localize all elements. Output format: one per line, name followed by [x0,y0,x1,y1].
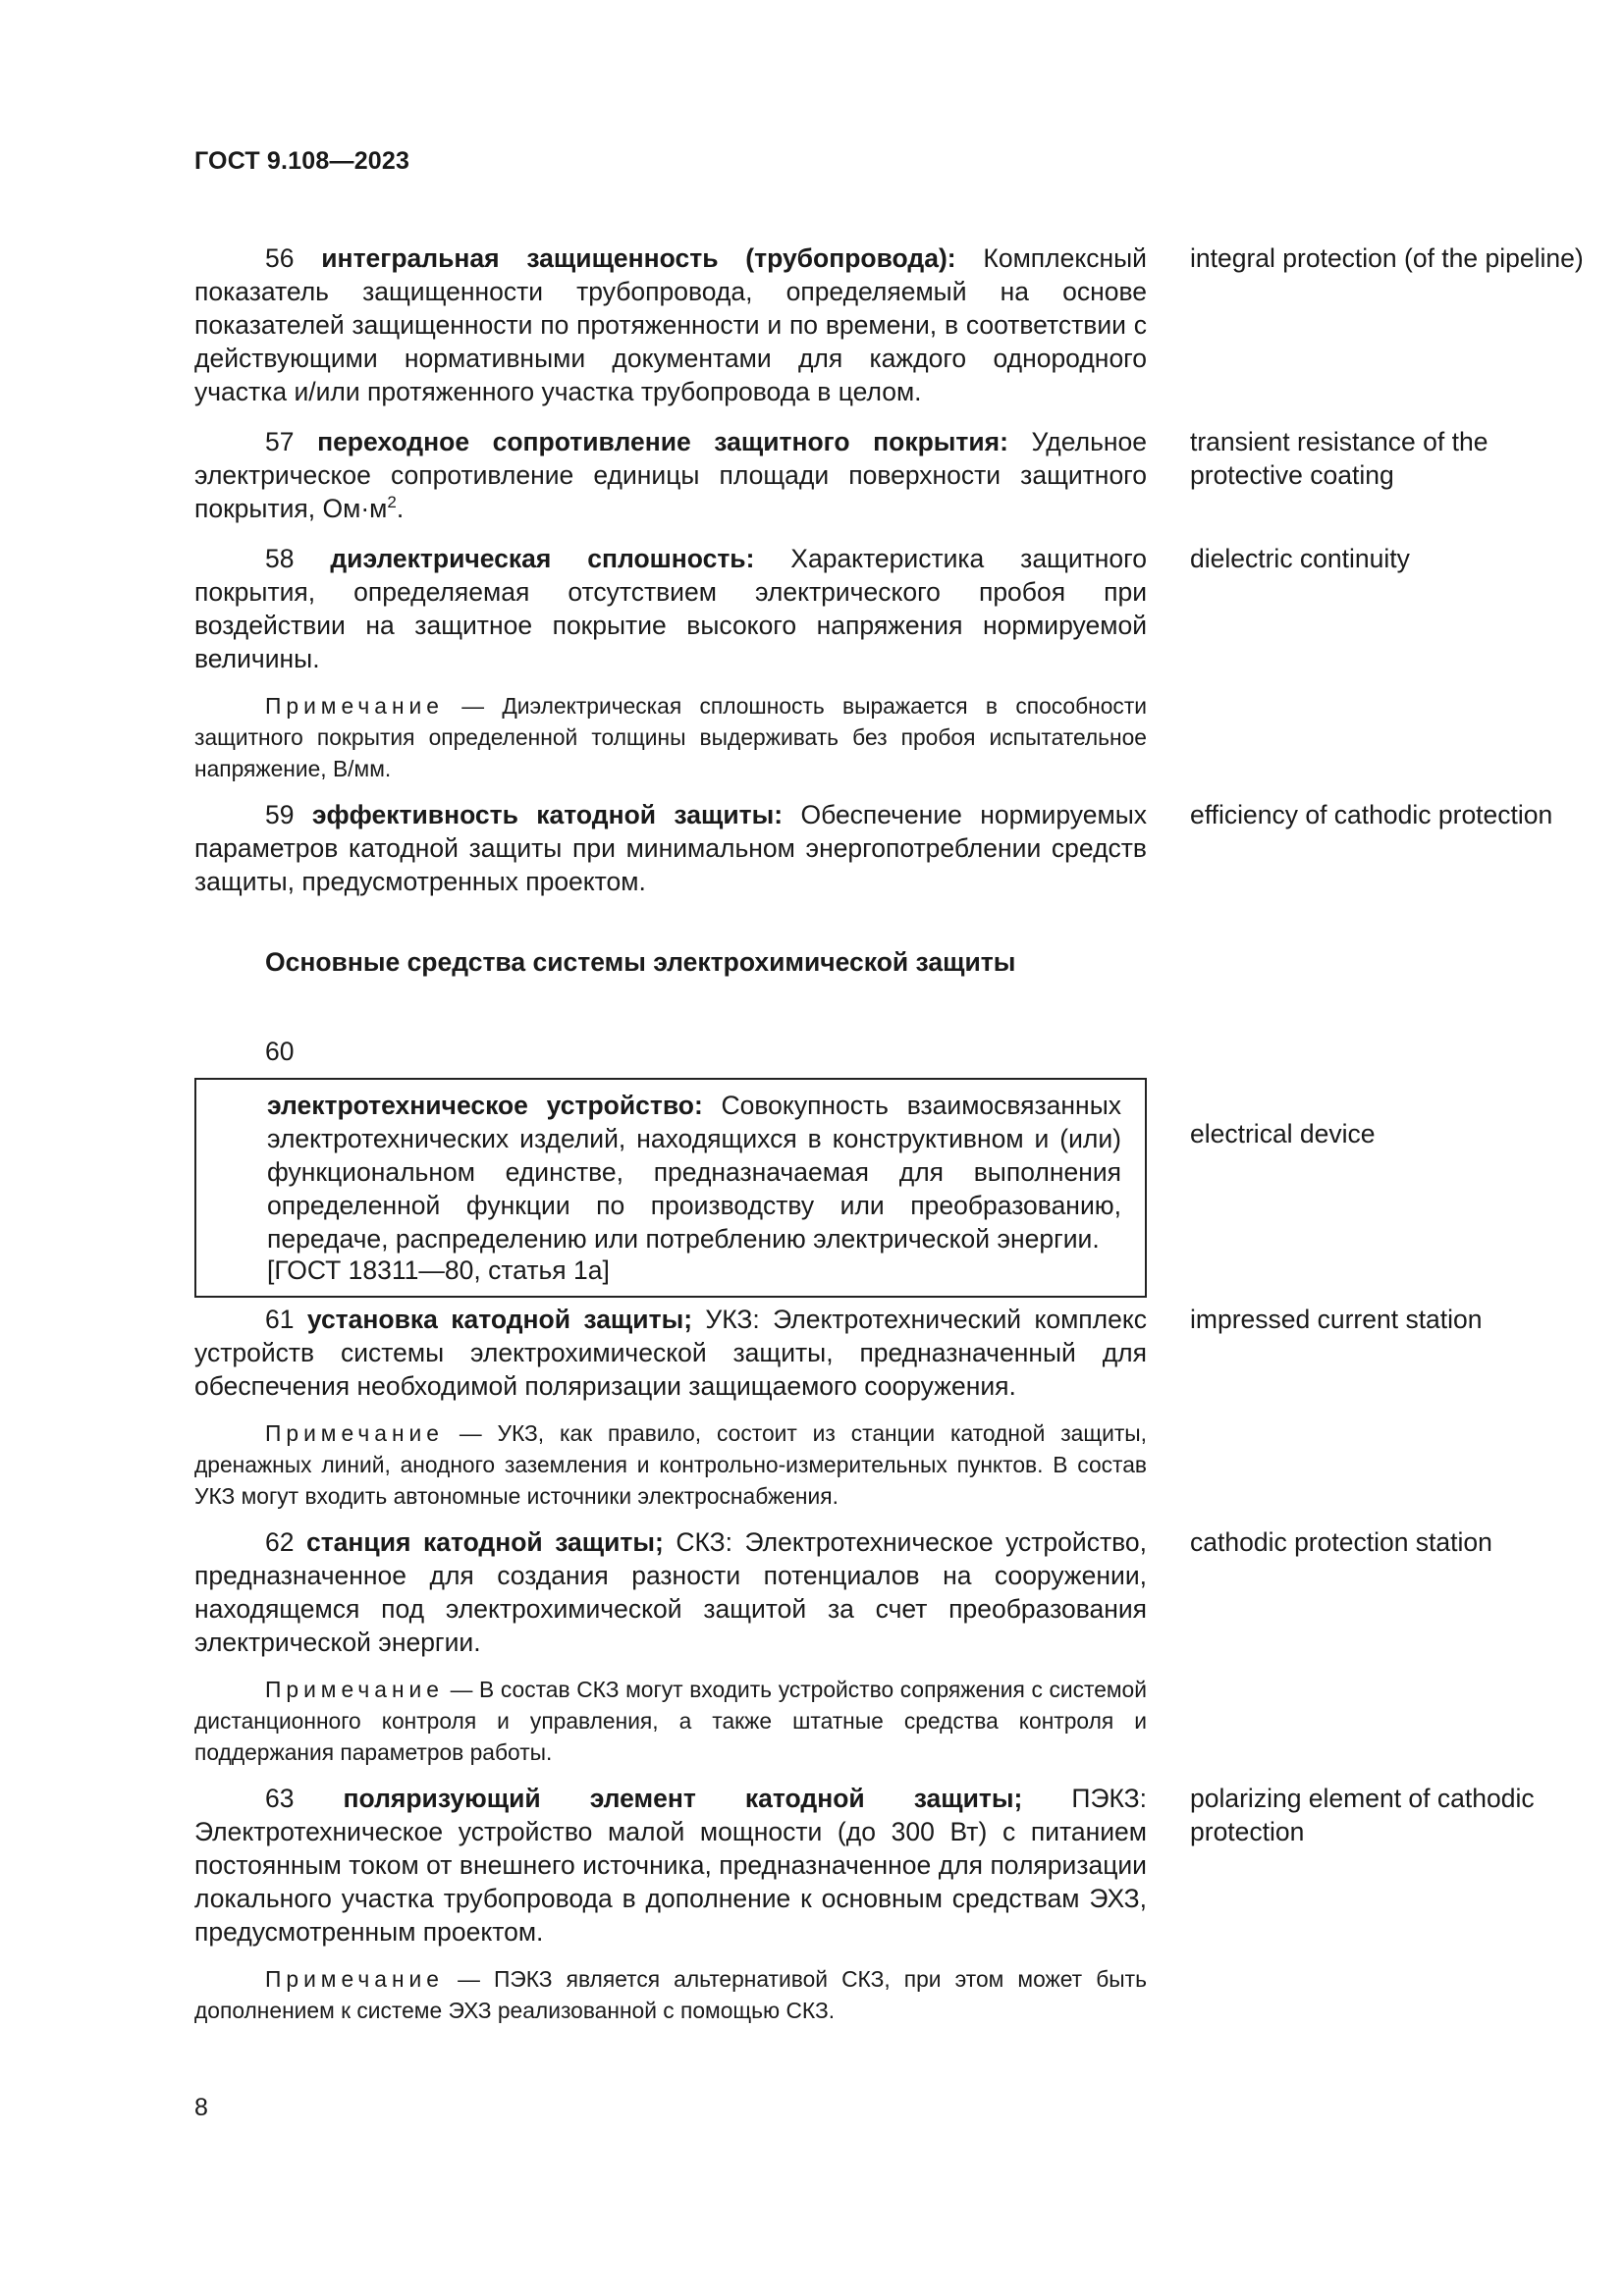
term-entry-60-box [194,1078,1147,1298]
term-title: электротехническое устройство: [267,1091,703,1120]
term-text: Электротехническое устройство малой мощности (до 300 Вт) с питанием постоянным током от внешнего источника, предназначенное для поляризации локального участка трубопровода в дополнение к основным средствам ЭХЗ, предусмотренным проектом. [194,1817,1147,1947]
term-title: эффективность катодной защиты: [311,800,784,829]
term-title: установка катодной защиты; [306,1305,693,1334]
term-number: 58 [265,544,295,573]
term-definition [267,1089,1121,1255]
term-note [194,1417,1147,1512]
note-text: — ПЭКЗ является альтернативой СКЗ, при этом может быть дополнением к системе ЭХЗ реализованной с помощью СКЗ. [194,1966,1147,2023]
term-number: 61 [265,1305,295,1334]
term-title: интегральная защищенность (трубопровода): [321,243,956,273]
term-abbr: СКЗ: [676,1527,732,1557]
term-text: Удельное электрическое сопротивление единицы площади поверхности защитного покрытия, Ом·м [194,427,1147,523]
term-english: cathodic protection station [1190,1527,1492,1557]
term-note [194,1963,1147,2026]
note-label: Примечание [265,1420,444,1446]
page-number: 8 [194,2094,208,2121]
term-english: impressed current station [1190,1305,1483,1334]
term-english: efficiency of cathodic protection [1190,800,1553,829]
term-text: Совокупность взаимосвязанных электротехнических изделий, находящихся в конструктивном и (или) функциональном единстве, предназначаемая для выполнения определенной функции по производству или преобразованию, передаче, распределению или потреблению электрической энергии. [267,1091,1121,1254]
term-text: Характеристика защитного покрытия, определяемая отсутствием электрического пробоя при воздействии на защитное покрытие высокого напряжения нормируемой величины. [194,544,1147,673]
term-definition [194,798,1147,898]
superscript-exponent: 2 [387,493,397,512]
note-label: Примечание [265,1966,444,1992]
term-number: 62 [265,1527,295,1557]
term-english: dielectric continuity [1190,544,1410,573]
term-number: 56 [265,243,295,273]
term-title: поляризующий элемент катодной защиты; [343,1784,1023,1813]
term-english: polarizing element of cathodic protection [1190,1784,1535,1846]
term-number: 57 [265,427,295,456]
term-english-60: electrical device [1190,1119,1376,1148]
term-definition [194,1782,1147,1949]
section-title: Основные средства системы электрохимической защиты [265,947,1016,977]
note-label: Примечание [265,693,444,719]
note-text: — УКЗ, как правило, состоит из станции катодной защиты, дренажных линий, анодного заземления и контрольно-измерительных пунктов. В состав УКЗ могут входить автономные источники электроснабжения. [194,1420,1147,1509]
term-definition [194,542,1147,675]
term-number: 63 [265,1784,295,1813]
note-text: — Диэлектрическая сплошность выражается в способности защитного покрытия определенной толщины выдерживать без пробоя испытательное напряжение, В/мм. [194,693,1147,781]
term-number-60: 60 [265,1037,295,1066]
term-text: Комплексный показатель защищенности трубопровода, определяемый на основе показателей защищенности по протяженности и по времени, в соответствии с действующими нормативными документами для каждого однородного участка и/или протяженного участка трубопровода в целом. [194,243,1147,406]
term-number: 59 [265,800,295,829]
term-abbr: УКЗ: [705,1305,760,1334]
term-definition [194,1303,1147,1403]
term-text-end: . [396,494,405,523]
term-note [194,1674,1147,1768]
note-text: — В состав СКЗ могут входить устройство сопряжения с системой дистанционного контроля и управления, а также штатные средства контроля и поддержания параметров работы. [194,1677,1147,1765]
term-definition [194,241,1147,408]
term-title: станция катодной защиты; [305,1527,664,1557]
term-definition [194,1525,1147,1659]
term-text: Электротехническое устройство, предназначенное для создания разности потенциалов на сооружении, находящемся под электрохимической защитой за счет преобразования электрической энергии. [194,1527,1147,1657]
term-note [194,690,1147,784]
term-english: integral protection (of the pipeline) [1190,243,1584,273]
term-text: Электротехнический комплекс устройств системы электрохимической защиты, предназначенный для обеспечения необходимой поляризации защищаемого сооружения. [194,1305,1147,1401]
term-title: диэлектрическая сплошность: [330,544,755,573]
term-title: переходное сопротивление защитного покрытия: [317,427,1008,456]
term-english: transient resistance of the protective coating [1190,427,1489,490]
term-source-reference: [ГОСТ 18311—80, статья 1а] [267,1255,610,1285]
term-definition [194,425,1147,525]
term-text: Обеспечение нормируемых параметров катодной защиты при минимальном энергопотреблении средств защиты, предусмотренных проектом. [194,800,1147,896]
term-abbr: ПЭКЗ: [1071,1784,1148,1813]
document-id-header: ГОСТ 9.108—2023 [194,147,410,175]
note-label: Примечание [265,1677,444,1702]
